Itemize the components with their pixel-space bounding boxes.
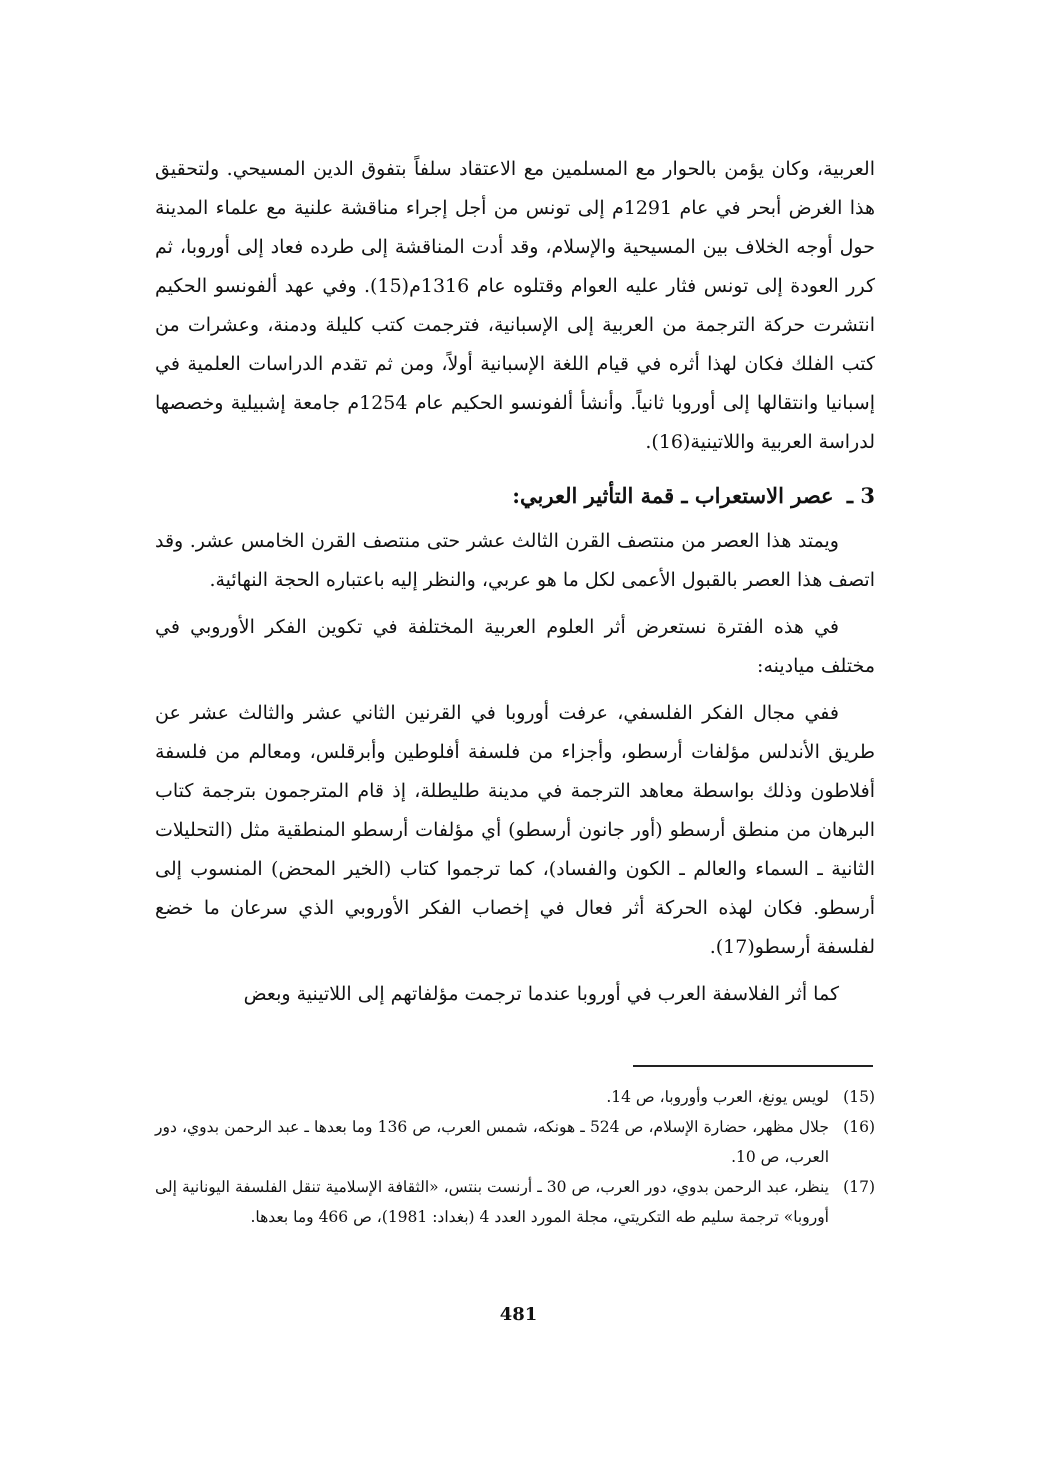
footnote-17 <box>155 1172 875 1232</box>
section-heading <box>155 476 875 516</box>
footnote-number: (15) <box>843 1088 875 1106</box>
page-body <box>155 150 875 1014</box>
paragraph-4: ففي مجال الفكر الفلسفي، عرفت أوروبا في القرنين الثاني عشر والثالث عشر عن طريق الأندلس مؤلفات أرسطو، وأجزاء من فلسفة أفلوطين وأبرقلس، ومعالم من فلسفة أفلاطون وذلك بواسطة معاهد الترجمة في مدينة طليطلة، إذ قام المترجمون بترجمة كتاب البرهان من منطق أرسطو (أور جانون أرسطو) أي مؤلفات أرسطو المنطقية مثل (التحليلات الثانية ـ السماء والعالم ـ الكون والفساد)، كما ترجموا كتاب (الخير المحض) المنسوب إلى أرسطو. فكان لهذه الحركة أثر فعال في إخصاب الفكر الأوروبي الذي سرعان ما خضع لفلسفة أرسطو(17). <box>155 702 875 958</box>
paragraph-5: كما أثر الفلاسفة العرب في أوروبا عندما ترجمت مؤلفاتهم إلى اللاتينية وبعض <box>243 983 839 1005</box>
footnote-text: ينظر، عبد الرحمن بدوي، دور العرب، ص 30 ـ أرنست بنتس، «الثقافة الإسلامية تنقل الفلسفة اليونانية إلى أوروبا» ترجمة سليم طه التكريتي، مجلة المورد العدد 4 (بغداد: 1981)، ص 466 وما بعدها. <box>155 1178 829 1226</box>
page-number: 481 <box>499 1304 538 1325</box>
section-heading-text: عصر الاستعراب ـ قمة التأثير العربي: <box>512 483 834 508</box>
footnote-number: (16) <box>843 1118 875 1136</box>
footnote-number: (17) <box>843 1178 875 1196</box>
footnotes <box>155 1082 875 1232</box>
paragraph-3: في هذه الفترة نستعرض أثر العلوم العربية المختلفة في تكوين الفكر الأوروبي في مختلف ميادينه: <box>155 616 875 677</box>
footnote-divider <box>633 1065 873 1067</box>
footnote-text: لويس يونغ، العرب وأوروبا، ص 14. <box>606 1088 829 1106</box>
footnote-15 <box>155 1082 875 1112</box>
footnote-16 <box>155 1112 875 1172</box>
footnote-text: جلال مظهر، حضارة الإسلام، ص 524 ـ هونكه، شمس العرب، ص 136 وما بعدها ـ عبد الرحمن بدوي، دور العرب، ص 10. <box>155 1118 829 1166</box>
paragraph-2: ويمتد هذا العصر من منتصف القرن الثالث عشر حتى منتصف القرن الخامس عشر. وقد اتصف هذا العصر بالقبول الأعمى لكل ما هو عربي، والنظر إليه باعتباره الحجة النهائية. <box>155 530 875 591</box>
paragraph-1: العربية، وكان يؤمن بالحوار مع المسلمين مع الاعتقاد سلفاً بتفوق الدين المسيحي. ولتحقيق هذا الغرض أبحر في عام 1291م إلى تونس من أجل إجراء مناقشة علنية مع علماء المدينة حول أوجه الخلاف بين المسيحية والإسلام، وقد أدت المناقشة إلى طرده فعاد إلى أوروبا، ثم كرر العودة إلى تونس فثار عليه العوام وقتلوه عام 1316م(15). وفي عهد ألفونسو الحكيم انتشرت حركة الترجمة من العربية إلى الإسبانية، فترجمت كتب كليلة ودمنة، وعشرات من كتب الفلك فكان لهذا أثره في قيام اللغة الإسبانية أولاً، ومن ثم تقدم الدراسات العلمية في إسبانيا وانتقالها إلى أوروبا ثانياً. وأنشأ ألفونسو الحكيم عام 1254م جامعة إشبيلية وخصصها لدراسة العربية واللاتينية(16). <box>155 158 876 453</box>
section-heading-number: 3 ـ <box>846 483 875 508</box>
